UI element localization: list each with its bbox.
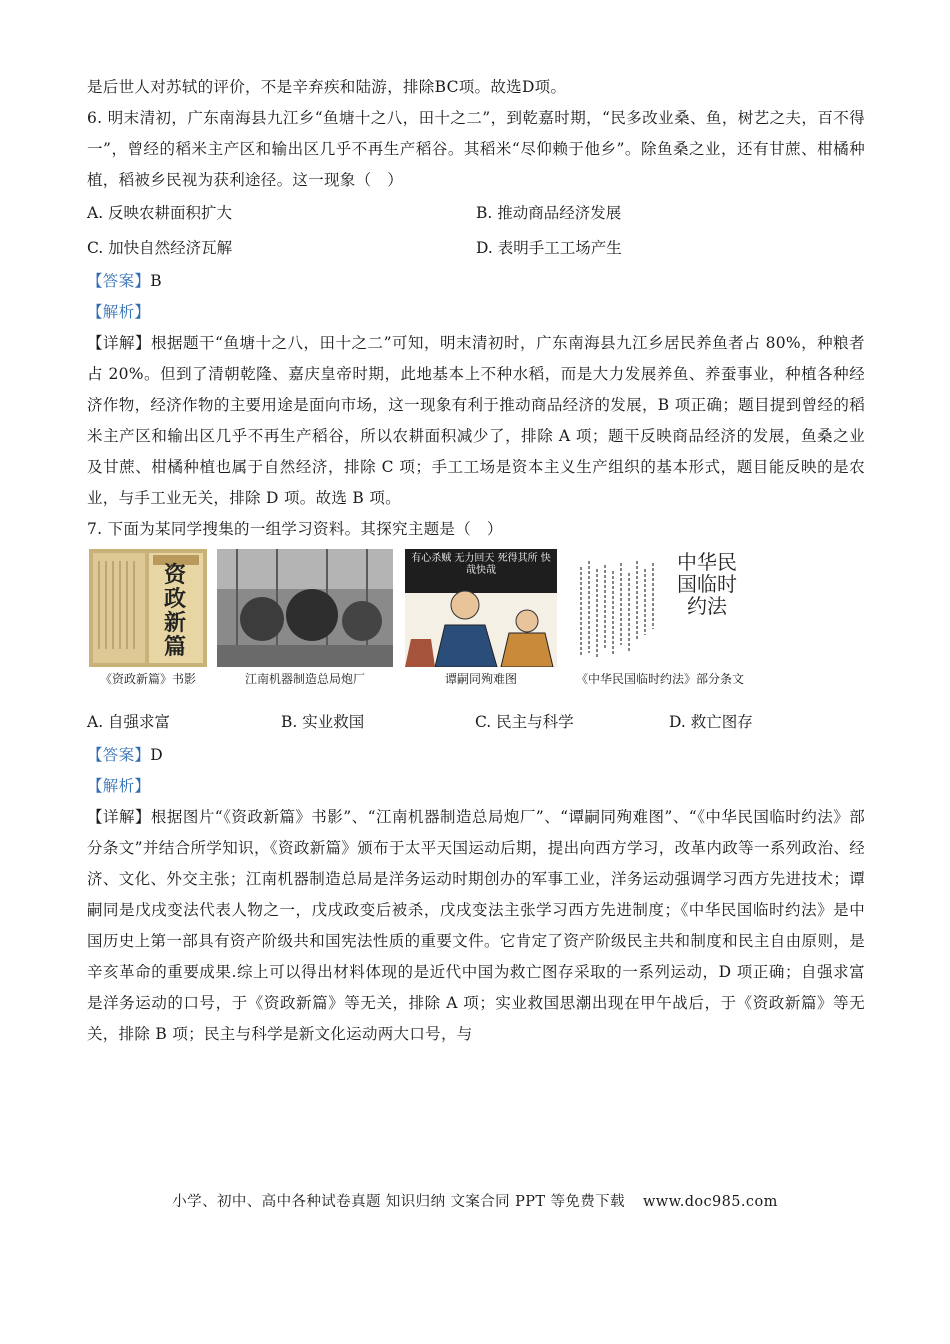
q6-detail-label: 【详解】 [87,334,152,352]
question-7-stem: 7. 下面为某同学搜集的一组学习资料。其探究主题是（ ） [87,520,503,538]
q7-option-c: C. 民主与科学 [475,713,574,731]
q7-detail [87,802,865,1050]
q7-answer-value: D [150,746,163,764]
figure-jiangnan-arsenal [217,549,393,689]
q7-answer-line [87,740,865,771]
constitution-title: 中华民国临时约法 [677,550,737,618]
q6-detail-text: 根据题干“鱼塘十之八，田十之二”可知，明末清初时，广东南海县九江乡居民养鱼者占 80%，种粮者占 20%。但到了清朝乾隆、嘉庆皇帝时期，此地基本上不种水稻，而是大力发展养鱼、养蚕事业，种植各种经济作物，经济作物的主要用途是面向市场，这一现象有利于推动商品经济的发展，B 项正确；题目提到曾经的稻米主产区和输出区几乎不再生产稻谷，所以农耕面积减少了，排除 A 项；题干反映商品经济的发展，鱼桑之业及甘蔗、柑橘种植也属于自然经济，排除 C 项；手工工场是资本主义生产组织的基本形式，题目能反映的是农业，与手工业无关，排除 D 项。故选 B 项。 [87,334,865,507]
q6-answer-label: 【答案】 [87,272,151,290]
q6-option-a: A. 反映农耕面积扩大 [87,204,233,222]
arsenal-photo [217,549,393,667]
q7-option-a: A. 自强求富 [87,713,171,731]
footer-text: 小学、初中、高中各种试卷真题 知识归纳 文案合同 PPT 等免费下载 [172,1194,625,1210]
q6-answer-line [87,266,865,297]
question-6-stem: 6. 明末清初，广东南海县九江乡“鱼塘十之八，田十之二”，到乾嘉时期，“民多改业桑、鱼，树艺之夫，百不得一”，曾经的稻米主产区和输出区几乎不再生产稻谷。其稻米“尽仰赖于他乡”。除鱼桑之业，还有甘蔗、柑橘种植，稻被乡民视为获利途径。这一现象（ ） [87,109,865,189]
book-cover-title: 资政新篇 [163,562,186,660]
q6-analysis-label: 【解析】 [87,303,151,321]
figure-4-caption: 《中华民国临时约法》部分条文 [575,672,744,686]
figure-2-caption: 江南机器制造总局炮厂 [244,672,365,686]
q6-answer-value: B [150,272,162,290]
question-6-options [87,196,865,266]
previous-answer-tail: 是后世人对苏轼的评价，不是辛弃疾和陆游，排除BC项。故选D项。 [87,78,567,96]
q7-answer-label: 【答案】 [87,746,151,764]
constitution-image [565,549,755,667]
figure-tan-sitong [405,549,557,689]
q7-option-d: D. 救亡图存 [669,713,753,731]
figure-1-caption: 《资政新篇》书影 [99,672,196,686]
footer-url[interactable]: www.doc985.com [642,1194,778,1210]
tan-sitong-illustration [405,549,557,667]
page-footer [0,1190,950,1211]
question-7-options [87,705,865,740]
q7-detail-text: 根据图片“《资政新篇》书影”、“江南机器制造总局炮厂”、“谭嗣同殉难图”、“《中华民国临时约法》部分条文”并结合所学知识，《资政新篇》颁布于太平天国运动后期，提出向西方学习，改革内政等一系列政治、经济、文化、外交主张；江南机器制造总局是洋务运动时期创办的军事工业，洋务运动强调学习西方先进技术；谭嗣同是戊戌变法代表人物之一，戊戌政变后被杀，戊戌变法主张学习西方先进制度；《中华民国临时约法》是中国历史上第一部具有资产阶级共和国宪法性质的重要文件。它肯定了资产阶级民主共和制度和民主自由原则，是辛亥革命的重要成果.综上可以得出材料体现的是近代中国为救亡图存采取的一系列运动，D 项正确；自强求富是洋务运动的口号，于《资政新篇》等无关，排除 A 项；实业救国思潮出现在甲午战后，于《资政新篇》等无关，排除 B 项；民主与科学是新文化运动两大口号，与 [87,808,866,1043]
tan-sitong-banner-text: 有心杀贼 无力回天 死得其所 快哉快哉 [411,553,551,576]
document-page [87,72,865,1050]
q7-detail-label: 【详解】 [87,808,151,826]
q7-analysis-label: 【解析】 [87,777,151,795]
q7-figure-row [87,549,865,699]
q6-detail [87,328,865,514]
q7-option-b: B. 实业救国 [281,713,365,731]
q6-option-b: B. 推动商品经济发展 [476,204,622,222]
figure-3-caption: 谭嗣同殉难图 [444,672,517,686]
q6-option-c: C. 加快自然经济瓦解 [87,239,233,257]
q6-option-d: D. 表明手工工场产生 [476,239,622,257]
figure-provisional-constitution [565,549,755,689]
